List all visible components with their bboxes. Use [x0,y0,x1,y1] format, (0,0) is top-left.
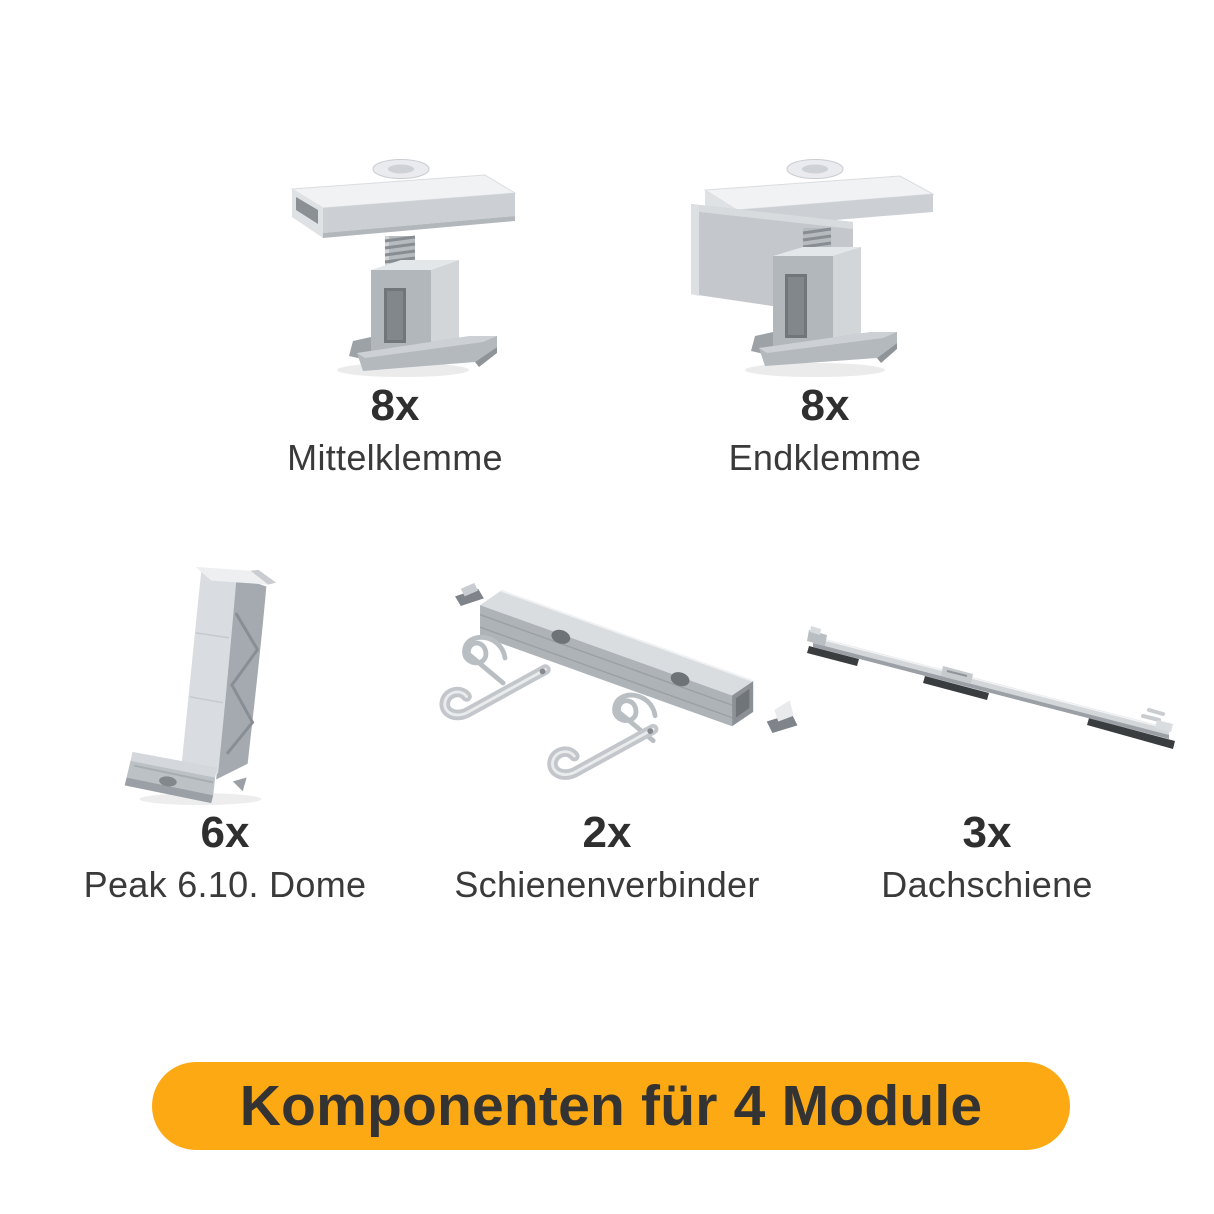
quantity-label: 3x [962,808,1012,857]
dachschiene-image-area [795,560,1179,805]
component-name: Dachschiene [881,864,1093,905]
component-dachschiene [795,560,1179,905]
component-mittelklemme [215,150,575,478]
schienenverbinder-image-area [405,560,809,805]
endklemme-clamp-image [665,148,985,380]
component-name: Peak 6.10. Dome [83,864,367,905]
quantity-label: 8x [370,381,420,430]
component-name: Endklemme [728,437,922,478]
rail-connector-image [405,565,809,801]
component-name: Mittelklemme [287,437,503,478]
banner-label: Komponenten für 4 Module [239,1073,983,1138]
quantity-label: 8x [800,381,850,430]
component-peak-dome [45,560,405,905]
component-endklemme [645,150,1005,478]
quantity-label: 6x [200,808,250,857]
roof-rail-image [795,608,1179,758]
quantity-label: 2x [582,808,632,857]
endklemme-image-area [645,150,1005,378]
peak-dome-image-area [45,560,405,805]
banner [152,1062,1070,1150]
component-name: Schienenverbinder [454,864,760,905]
component-schienenverbinder [405,560,809,905]
mittelklemme-image-area [215,150,575,378]
mittelklemme-clamp-image [235,148,555,380]
peak-dome-bracket-image [115,559,335,807]
